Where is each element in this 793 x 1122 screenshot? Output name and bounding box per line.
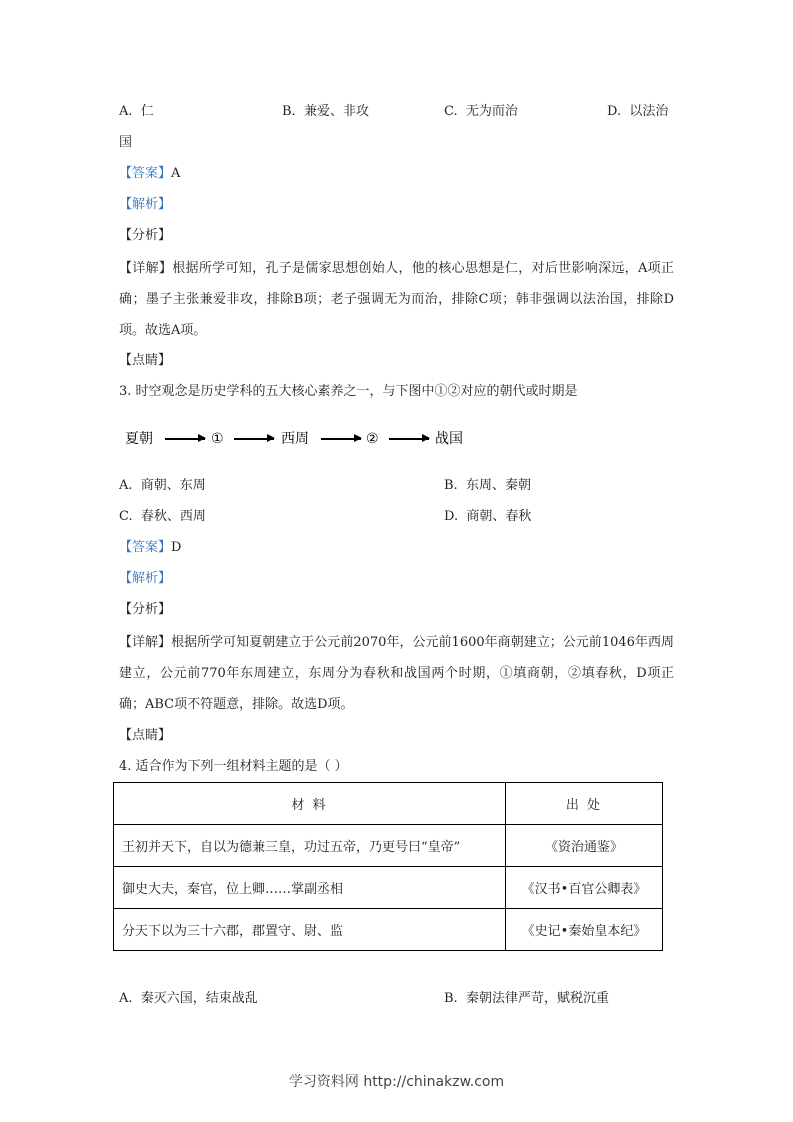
table-row [114,825,663,867]
material-cell: 分天下以为三十六郡，郡置守、尉、监 [114,909,506,951]
timeline-arrow [234,438,274,440]
answer-label: 【答案】 [119,540,172,555]
table-header-row [114,783,663,825]
table-row [114,867,663,909]
q2-detail: 【详解】根据所学可知，孔子是儒家思想创始人，他的核心思想是仁，对后世影响深远，A项正确；墨子主张兼爱非攻，排除B项；老子强调无为而治，排除C项；韩非强调以法治国，排除D项。故选A项。 [119,261,674,338]
q2-option-a: A. 仁 [119,104,154,119]
material-table [113,782,663,951]
column-header-material: 材 料 [114,783,506,825]
q3-answer [119,539,181,557]
q2-fenxi-label: 【分析】 [119,228,172,243]
q3-option-c: C. 春秋、西周 [119,509,206,524]
q2-option-c: C. 无为而治 [444,104,518,119]
timeline-node-1: ① [211,431,224,447]
q3-option-a: A. 商朝、东周 [119,478,206,493]
q2-jiexi-label: 【解析】 [119,197,172,212]
source-cell: 《史记•秦始皇本纪》 [506,909,663,951]
q2-option-d-wrap: 国 [119,135,133,150]
answer-value: D [171,540,182,555]
q2-option-d: D. 以法治 [607,104,669,119]
q3-dianjing-label: 【点睛】 [119,728,172,743]
timeline-arrow [389,438,429,440]
q3-stem: 3. 时空观念是历史学科的五大核心素养之一，与下图中①②对应的朝代或时期是 [119,384,578,399]
timeline-node-2: ② [366,431,379,447]
timeline-arrow [165,438,205,440]
material-cell: 御史大夫，秦官，位上卿……掌副丞相 [114,867,506,909]
timeline-node-xia: 夏朝 [125,431,153,447]
table-row [114,909,663,951]
q3-detail: 【详解】根据所学可知夏朝建立于公元前2070年，公元前1600年商朝建立；公元前1046年西周建立，公元前770年东周建立，东周分为春秋和战国两个时期，①填商朝，②填春秋，D项正确；ABC项不符题意，排除。故选D项。 [119,635,674,712]
source-cell: 《资治通鉴》 [506,825,663,867]
answer-label: 【答案】 [119,166,172,181]
timeline-node-xizhou: 西周 [281,431,309,447]
q3-fenxi-label: 【分析】 [119,602,172,617]
q3-option-b: B. 东周、秦朝 [444,478,531,493]
q4-option-a: A. 秦灭六国，结束战乱 [119,991,258,1006]
q4-option-b: B. 秦朝法律严苛，赋税沉重 [444,991,609,1006]
source-cell: 《汉书•百官公卿表》 [506,867,663,909]
answer-value: A [171,166,181,181]
timeline-arrow [321,438,361,440]
q3-option-d: D. 商朝、春秋 [444,509,532,524]
q2-dianjing-label: 【点睛】 [119,353,172,368]
q2-answer [119,165,180,183]
site-footer: 学习资料网 http://chinakzw.com [288,1074,505,1090]
timeline-node-zhanguo: 战国 [435,431,463,447]
material-cell: 王初并天下，自以为德兼三皇，功过五帝，乃更号曰“皇帝” [114,825,506,867]
q2-option-b: B. 兼爱、非攻 [282,104,369,119]
q4-stem: 4. 适合作为下列一组材料主题的是（ ） [119,759,348,774]
q3-jiexi-label: 【解析】 [119,571,172,586]
column-header-source: 出 处 [506,783,663,825]
